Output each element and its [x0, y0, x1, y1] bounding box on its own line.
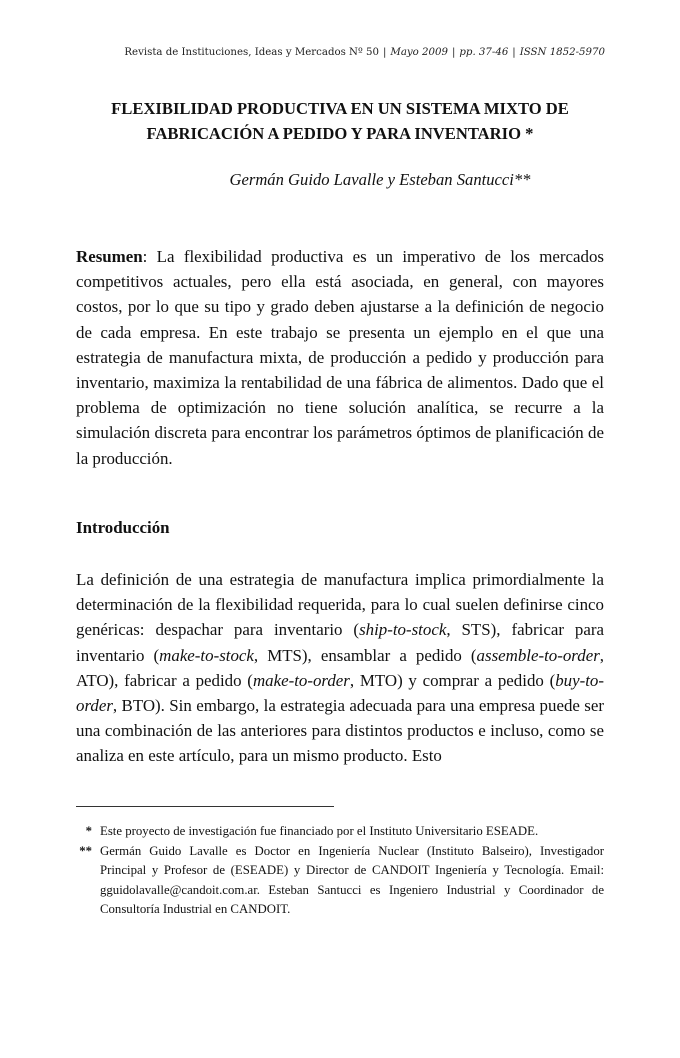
term-italic: assemble-to-order [476, 645, 600, 665]
footnote [76, 842, 604, 920]
abstract-text: : La flexibilidad productiva es un imperativo de los mercados competitivos actuales, pero ella está asociada, en general, con mayores costos, por lo que su tipo y grado deben ajustarse a la definición de negocio de cada empresa. En este trabajo se presenta un ejemplo en el que una estrategia de manufactura mixta, de producción a pedido y producción para inventario, maximiza la rentabilidad de una fábrica de alimentos. Dado que el problema de optimización no tiene solución analítica, se recurre a la simulación discreta para encontrar los parámetros óptimos de planificación de la producción. [76, 247, 604, 468]
text-run: , STS), fabricar para inventario ( [76, 620, 604, 665]
introduction-paragraph [76, 567, 604, 769]
article-authors: Germán Guido Lavalle y Esteban Santucci** [229, 170, 531, 189]
separator: | [382, 47, 387, 58]
text-run: La definición de una estrategia de manufactura implica primordialmente la determinación de la flexibilidad requerida, para lo cual suelen definirse cinco genéricas: despachar para inventario ( [76, 570, 604, 640]
footnote-text: Germán Guido Lavalle es Doctor en Ingeniería Nuclear (Instituto Balseiro), Investigador Principal y Profesor de (ESEADE) y Director de CANDOIT Ingeniería y Tecnología. Email: gguidolavalle@candoit.com.ar. Esteban Santucci es Ingeniero Industrial y Coordinador de Consultoría Industrial en CANDOIT. [100, 843, 604, 917]
article-title [70, 96, 610, 146]
section-heading-introduccion: Introducción [76, 518, 170, 537]
text-run: , ATO), fabricar a pedido ( [76, 645, 604, 690]
issn: ISSN 1852-5970 [519, 47, 605, 58]
footnote-mark: ** [79, 843, 92, 858]
abstract-label: Resumen [76, 247, 143, 266]
text-run: , BTO). Sin embargo, la estrategia adecuada para una empresa puede ser una combinación de las anteriores para distintos productos e incluso, como se analiza en este artículo, para un mismo producto. Esto [76, 696, 604, 766]
term-italic: buy-to-order [76, 670, 604, 716]
footnote-divider [76, 806, 334, 807]
footnote-mark: * [85, 824, 92, 838]
footnotes [76, 822, 604, 920]
abstract [76, 244, 604, 471]
separator: | [451, 47, 456, 58]
title-line: FABRICACIÓN A PEDIDO Y PARA INVENTARIO * [146, 124, 534, 143]
term-italic: ship-to-stock [359, 620, 447, 640]
separator: | [512, 47, 516, 58]
text-run: , MTS), ensamblar a pedido ( [253, 645, 477, 665]
page-range: pp. 37-46 [459, 47, 509, 58]
journal-name: Revista de Instituciones, Ideas y Mercados Nº 50 [124, 47, 379, 58]
title-line: FLEXIBILIDAD PRODUCTIVA EN UN SISTEMA MIXTO DE [111, 99, 569, 118]
issue-date: Mayo 2009 [390, 47, 448, 58]
footnote [76, 822, 604, 842]
footnote-text: Este proyecto de investigación fue financiado por el Instituto Universitario ESEADE. [100, 824, 539, 838]
term-italic: make-to-order [252, 670, 350, 690]
text-run: , MTO) y comprar a pedido ( [349, 670, 556, 690]
term-italic: make-to-stock [159, 645, 254, 665]
running-head [100, 47, 605, 58]
